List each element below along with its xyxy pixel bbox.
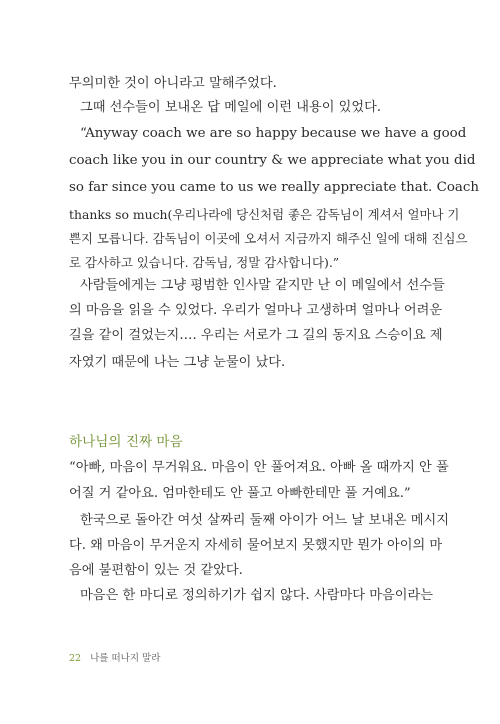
body-line: 쁜지 모릅니다. 감독님이 이곳에 오셔서 지금까지 해주신 일에 대해 진심으 xyxy=(69,231,468,246)
body-line: “Anyway coach we are so happy because we have a good xyxy=(80,126,467,141)
body-line: “아빠, 마음이 무거워요. 마음이 안 풀어져요. 아빠 올 때까지 안 풀 xyxy=(69,460,449,475)
body-line: 한국으로 돌아간 여섯 살짜리 둘째 아이가 어느 날 보내온 메시지 xyxy=(80,513,449,528)
body-line: 음에 불편함이 있는 것 같았다. xyxy=(69,563,243,578)
body-line: 그때 선수들이 보내온 답 메일에 이런 내용이 있었다. xyxy=(80,100,382,115)
body-line: 자였기 때문에 나는 그냥 눈물이 났다. xyxy=(69,355,286,370)
page-number: 22 xyxy=(69,653,82,664)
body-line: 길을 같이 걸었는지…. 우리는 서로가 그 길의 동지요 스승이요 제 xyxy=(69,328,443,343)
body-line: so far since you came to us we really appreciate that. Coach xyxy=(69,180,479,195)
body-line: 다. 왜 마음이 무거운지 자세히 물어보지 못했지만 뭔가 아이의 마 xyxy=(69,538,443,553)
body-line: thanks so much(우리나라에 당신처럼 좋은 감독님이 계셔서 얼마나 기 xyxy=(69,207,460,222)
body-line: 로 감사하고 있습니다. 감독님, 정말 감사합니다).” xyxy=(69,255,340,270)
body-line: coach like you in our country & we appreciate what you did xyxy=(69,153,476,168)
running-title: 나를 떠나지 말라 xyxy=(90,653,161,664)
body-line: 무의미한 것이 아니라고 말해주었다. xyxy=(69,76,277,91)
page-footer xyxy=(69,652,160,666)
section-heading: 하나님의 진짜 마음 xyxy=(69,434,183,450)
body-line: 의 마음을 읽을 수 있었다. 우리가 얼마나 고생하며 얼마나 어려운 xyxy=(69,303,443,318)
body-line: 어질 거 같아요. 엄마한테도 안 풀고 아빠한테만 풀 거예요.” xyxy=(69,486,411,501)
body-line: 마음은 한 마디로 정의하기가 쉽지 않다. 사람마다 마음이라는 xyxy=(80,588,433,603)
body-line: 사람들에게는 그냥 평범한 인사말 같지만 난 이 메일에서 선수들 xyxy=(80,278,445,293)
